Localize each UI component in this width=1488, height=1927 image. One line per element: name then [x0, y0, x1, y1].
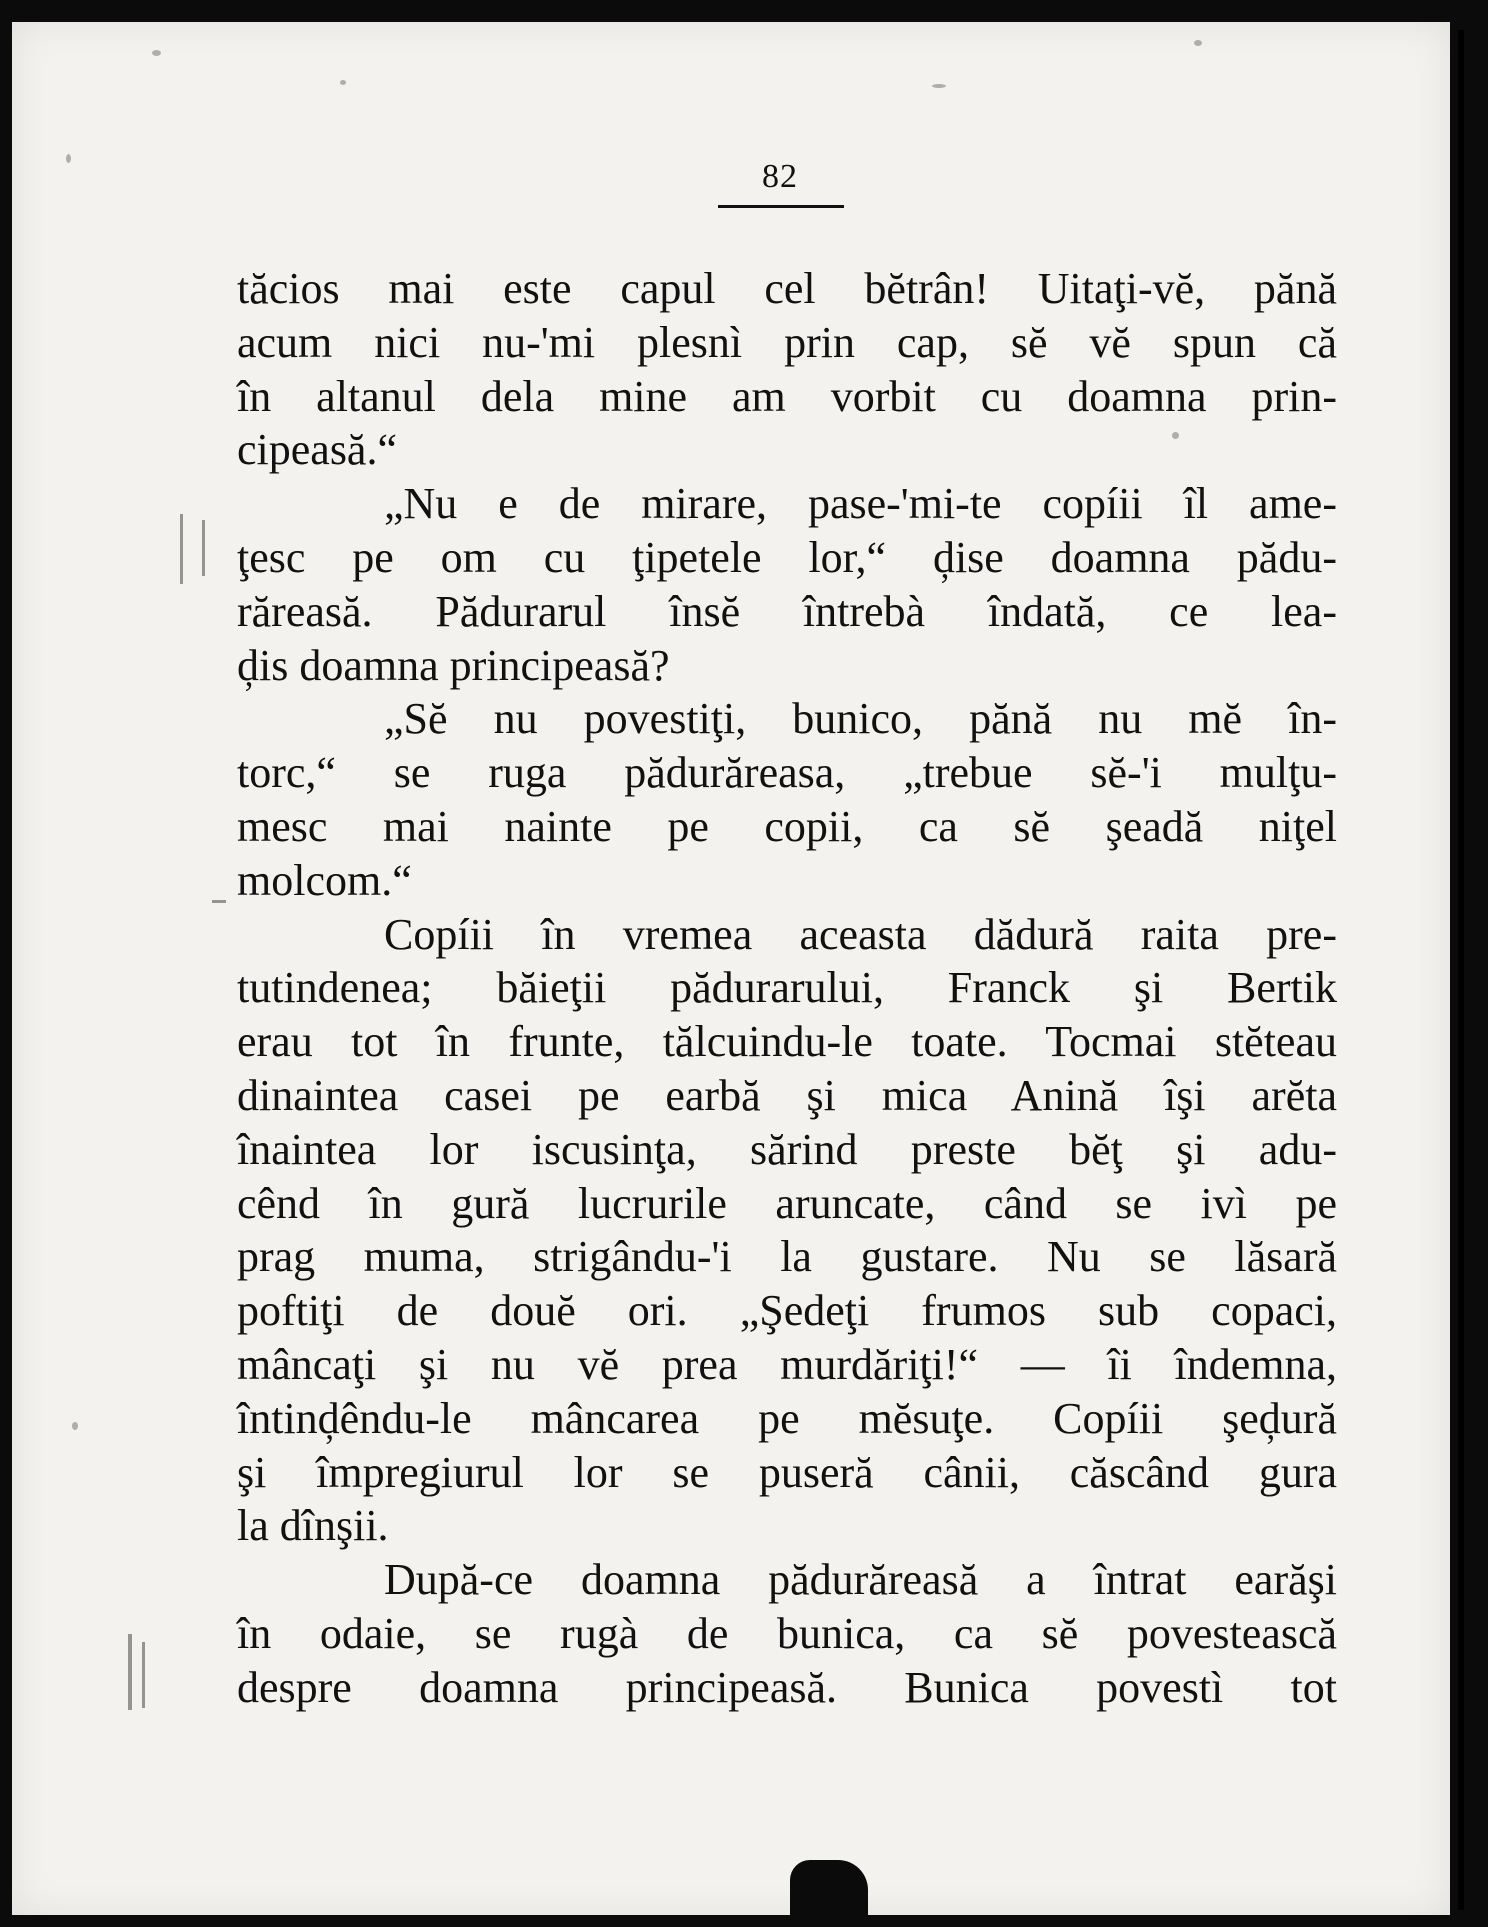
- text-line: „Nu e de mirare, pase-'mi-te copíii îl ame-: [384, 479, 1337, 529]
- text-line: răreasă. Pădurarul însĕ întrebà îndată, ce lea-: [237, 586, 1337, 636]
- text-line: înaintea lor iscusinţa, sărind preste bĕţ şi adu-: [237, 1124, 1337, 1174]
- text-line: molcom.“: [237, 855, 412, 905]
- speck: [72, 1422, 78, 1430]
- margin-mark: [180, 514, 183, 584]
- text-line: şi împregiurul lor se puseră cânii, căscând gura: [237, 1447, 1337, 1497]
- text-line: cênd în gură lucrurile aruncate, când se ivì pe: [237, 1178, 1337, 1228]
- text-line: torc,“ se ruga pădurăreasa, „trebue sĕ-'i mulţu-: [237, 748, 1337, 798]
- text-line: Copíii în vremea aceasta dădură raita pre-: [384, 909, 1337, 959]
- speck: [152, 50, 161, 56]
- text-line: tăcios mai este capul cel bĕtrân! Uitaţi-vĕ, pănă: [237, 264, 1337, 313]
- margin-mark: [212, 900, 226, 903]
- body-text: [237, 262, 1337, 1715]
- text-line: cipeasă.“: [237, 425, 397, 475]
- text-line: în odaie, se rugà de bunica, ca sĕ povestească: [237, 1608, 1337, 1658]
- text-line: erau tot în frunte, tălcuindu-le toate. Tocmai stĕteau: [237, 1017, 1337, 1067]
- text-line: poftiţi de douĕ ori. „Şedeţi frumos sub copaci,: [237, 1286, 1337, 1336]
- speck: [340, 80, 346, 85]
- text-line: mâncaţi şi nu vĕ prea murdăriţi!“ — îi îndemna,: [237, 1339, 1337, 1389]
- text-line: dinaintea casei pe earbă şi mica Anină îşi arĕta: [237, 1070, 1337, 1120]
- margin-mark: [128, 1634, 132, 1710]
- margin-mark: [202, 520, 205, 576]
- speck: [932, 84, 946, 88]
- text-line: acum nici nu-'mi plesnì prin cap, sĕ vĕ spun că: [237, 317, 1337, 367]
- text-line: tutindenea; băieţii pădurarului, Franck şi Bertik: [237, 963, 1337, 1013]
- text-line: întinḑêndu-le mâncarea pe mĕsuţe. Copíii şeḑură: [237, 1393, 1337, 1443]
- text-line: ḑis doamna principeasă?: [237, 640, 670, 690]
- speck: [1194, 40, 1202, 46]
- text-line: ţesc pe om cu ţipetele lor,“ ḑise doamna pădu-: [237, 532, 1337, 582]
- margin-mark: [142, 1642, 145, 1708]
- ink-blot: [790, 1860, 868, 1920]
- speck: [66, 154, 71, 163]
- text-line: După-ce doamna pădurăreasă a întrat earăşi: [384, 1555, 1337, 1605]
- text-line: la dînşii.: [237, 1501, 389, 1551]
- text-line: „Sĕ nu povestiţi, bunico, pănă nu mĕ în-: [384, 694, 1337, 744]
- text-line: despre doamna principeasă. Bunica povestì tot: [237, 1662, 1337, 1712]
- text-line: mesc mai nainte pe copii, ca sĕ şeadă niţel: [237, 801, 1337, 851]
- page-edge-binding: [1458, 30, 1464, 1910]
- page-number: 82: [762, 158, 798, 195]
- text-line: în altanul dela mine am vorbit cu doamna prin-: [237, 371, 1337, 421]
- text-line: prag muma, strigându-'i la gustare. Nu se lăsară: [237, 1232, 1337, 1282]
- page-number-rule: [718, 205, 844, 208]
